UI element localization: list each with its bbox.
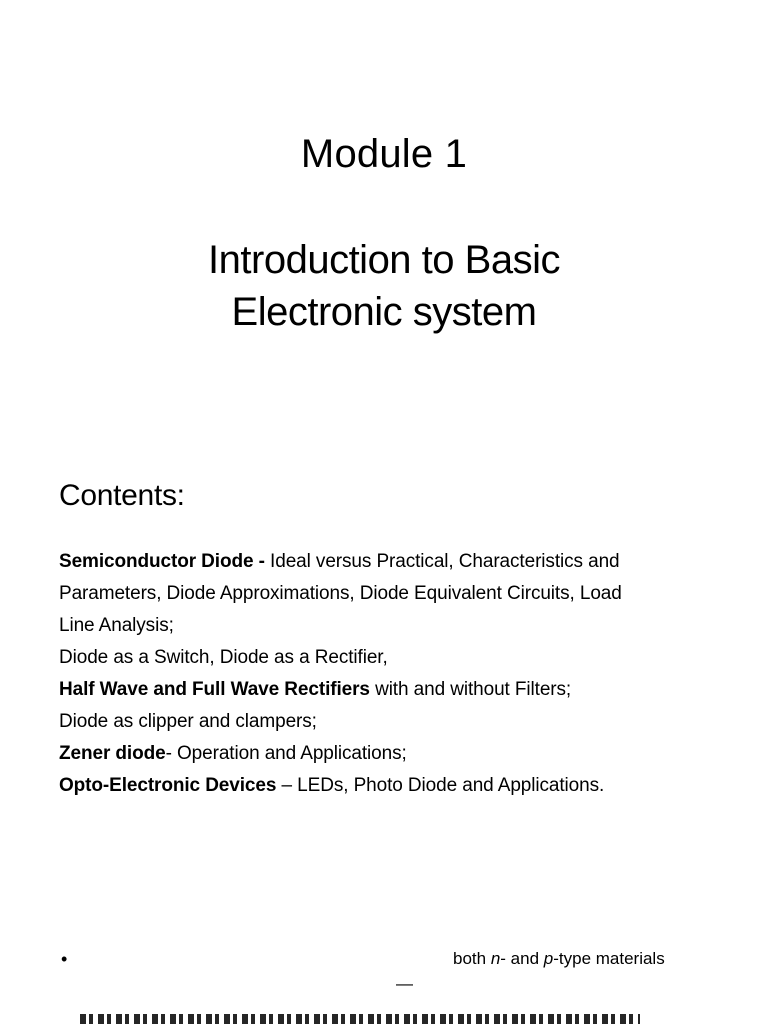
p-type-label: p (543, 949, 554, 968)
page-title (0, 234, 768, 338)
contents-line (59, 738, 699, 770)
contents-line-text: Diode as a Switch, Diode as a Rectifier, (59, 647, 388, 668)
contents-heading: Contents: (59, 479, 185, 512)
contents-line-bold: Zener diode (59, 743, 166, 764)
contents-line (59, 706, 699, 738)
contents-line-text: – LEDs, Photo Diode and Applications. (276, 775, 605, 796)
partial-bullet-text (453, 946, 665, 972)
module-label: Module 1 (300, 132, 468, 176)
contents-line-text: Line Analysis; (59, 615, 174, 636)
contents-line-text: - Operation and Applications; (165, 743, 407, 764)
contents-line (59, 610, 699, 642)
contents-list (59, 546, 699, 802)
truncated-text-line (80, 1010, 640, 1024)
contents-line (59, 546, 699, 578)
contents-line-text: Ideal versus Practical, Characteristics and (270, 551, 620, 572)
bullet-marker: • (61, 949, 68, 969)
em-dash: — (396, 974, 413, 993)
contents-line (59, 642, 699, 674)
page-title-line-2: Electronic system (231, 290, 537, 334)
contents-line (59, 578, 699, 610)
contents-line-text: Parameters, Diode Approximations, Diode Equivalent Circuits, Load (59, 583, 622, 604)
contents-line-bold: Half Wave and Full Wave Rectifiers (59, 679, 370, 700)
text-fragment: -type materials (553, 949, 665, 968)
contents-line-text: with and without Filters; (369, 679, 572, 700)
contents-line-text: Diode as clipper and clampers; (59, 711, 317, 732)
text-fragment: - and (500, 949, 544, 968)
contents-line-bold: Opto-Electronic Devices (59, 775, 277, 796)
contents-line-bold: Semiconductor Diode - (59, 551, 271, 572)
n-type-label: n (490, 949, 501, 968)
contents-line (59, 770, 699, 802)
text-fragment: both (453, 949, 491, 968)
page-title-line-1: Introduction to Basic (208, 238, 560, 282)
contents-line (59, 674, 699, 706)
